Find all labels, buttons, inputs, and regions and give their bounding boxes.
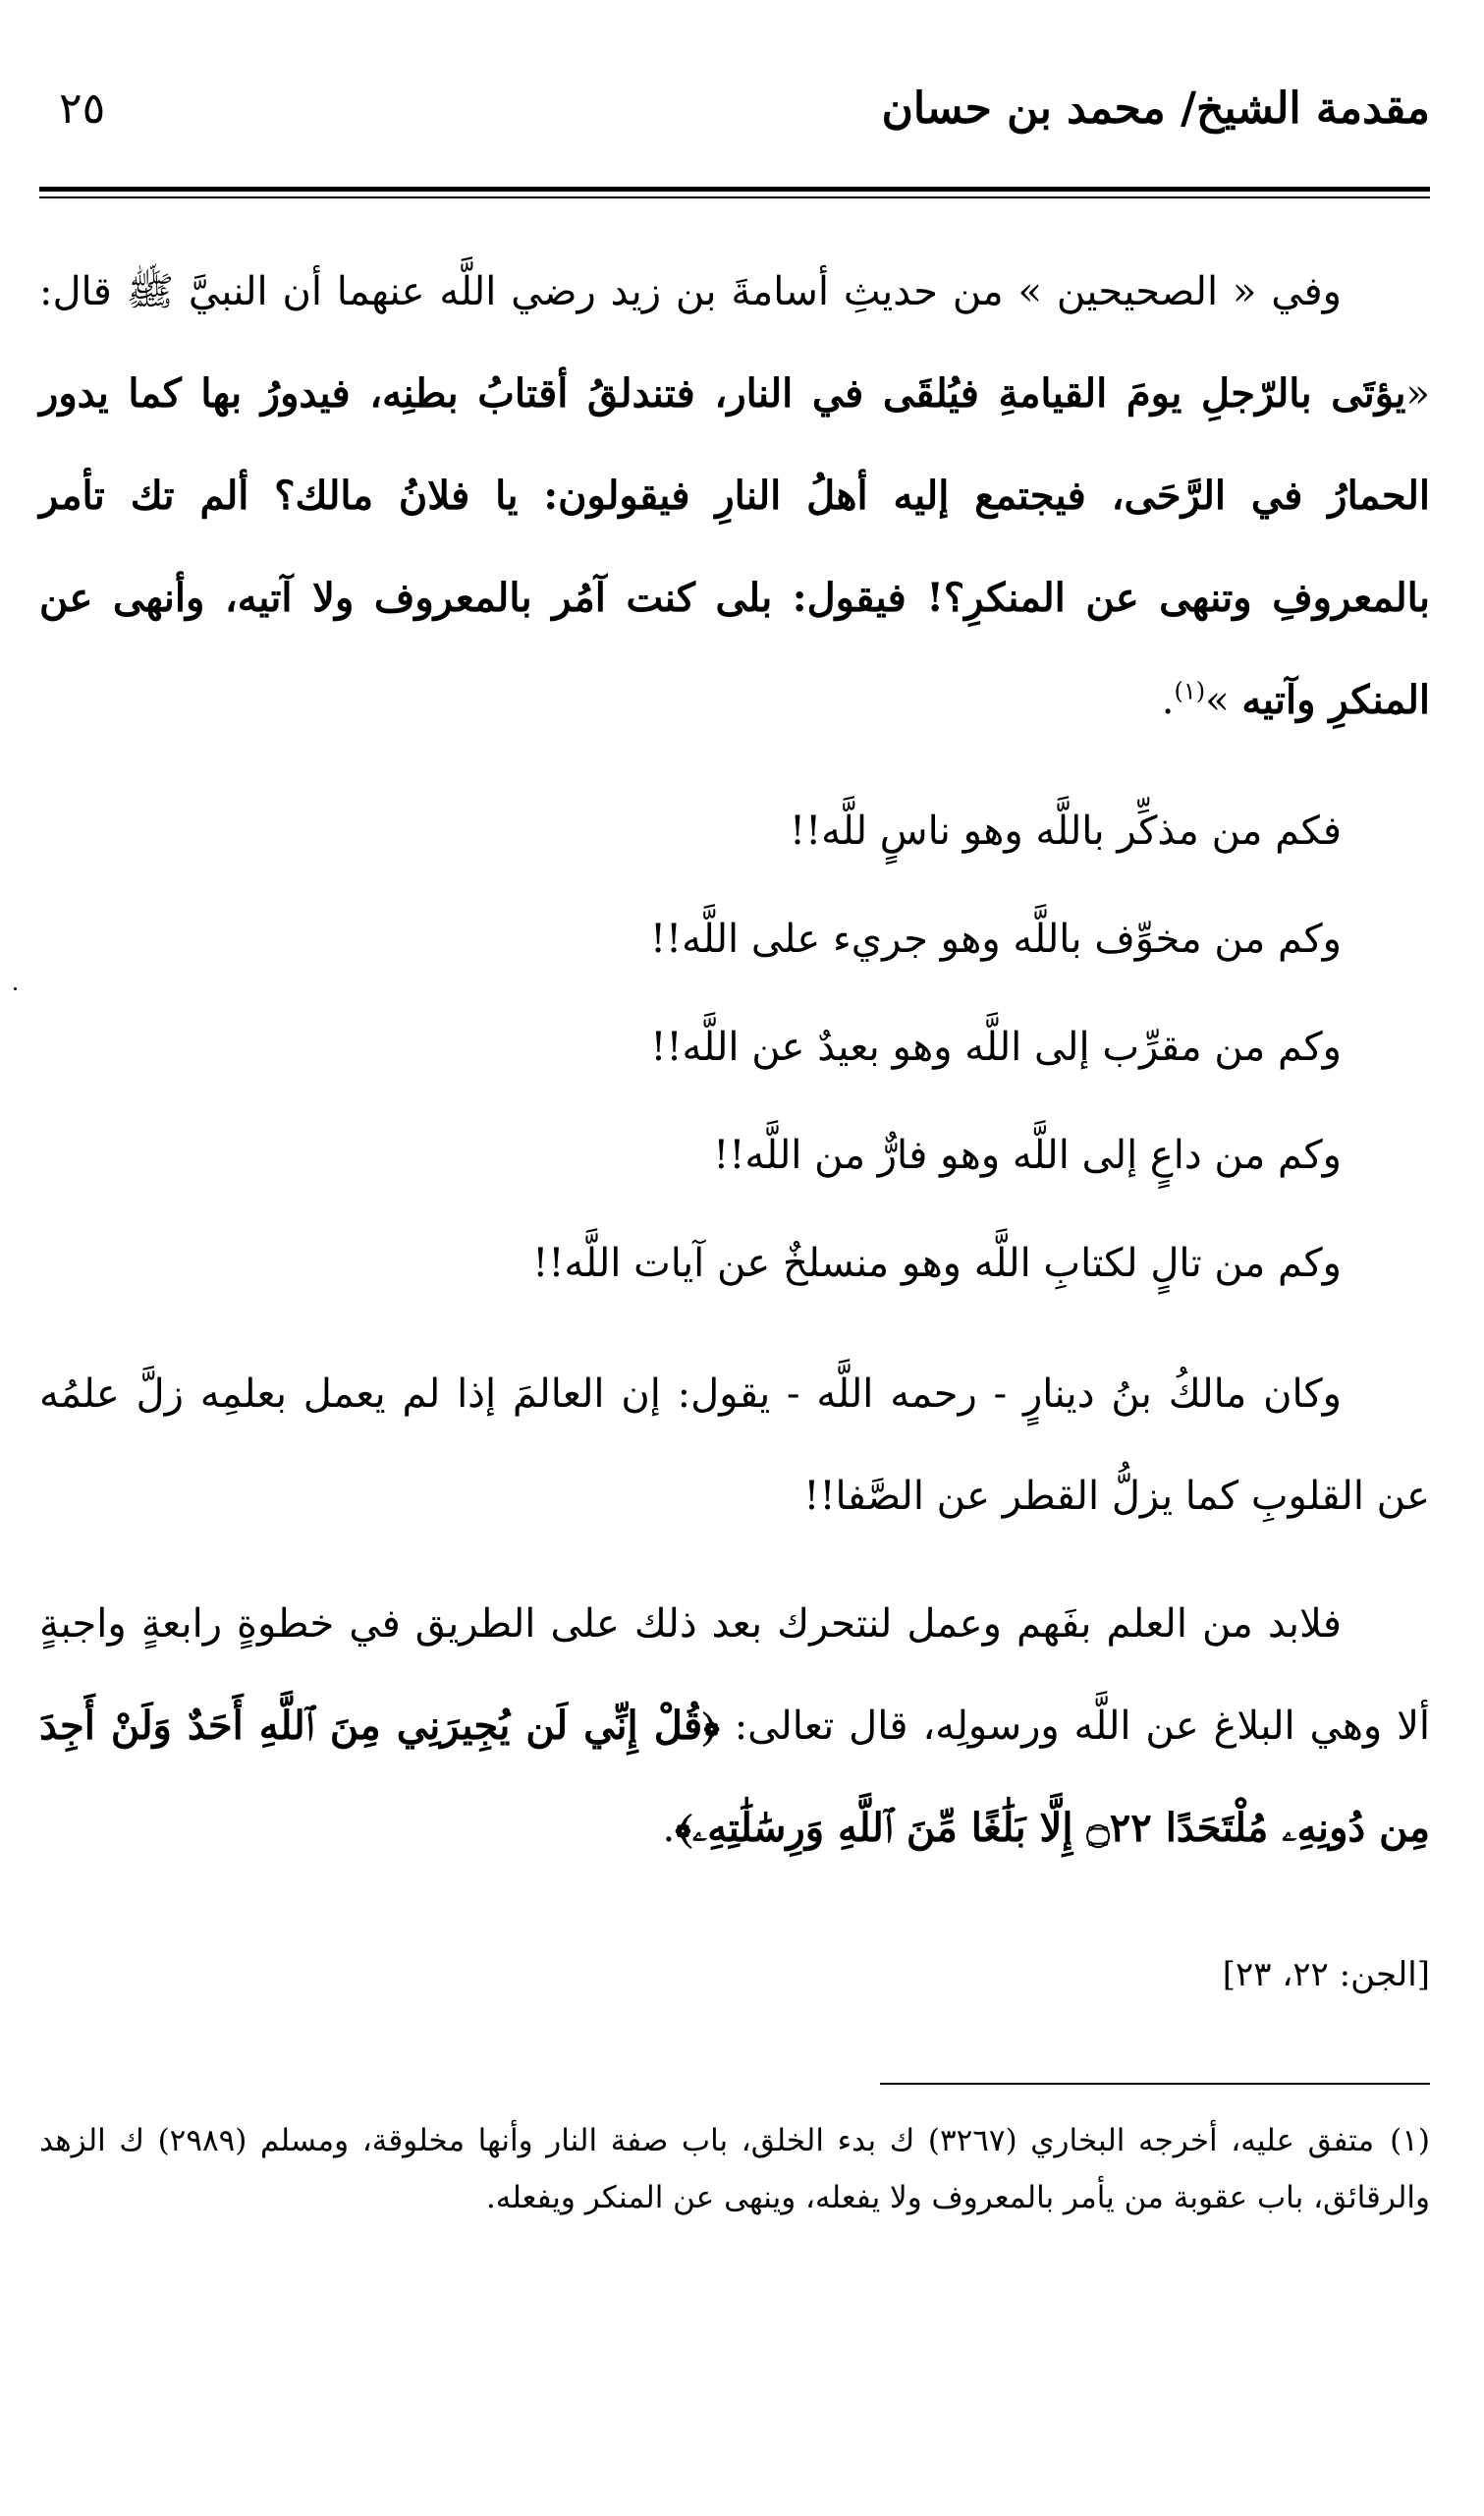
running-title: مقدمة الشيخ/ محمد بن حسان (881, 84, 1430, 134)
hadith-intro: وفي « الصحيحين » من حديثِ أسامةَ بن زيد رضي اللَّه عنهما أن النبيَّ ﷺ قال: « (39, 269, 1430, 417)
closing-intro: فلابد من العلم بفَهم وعمل لنتحرك بعد ذلك على الطريق في خطوةٍ رابعةٍ واجبةٍ ألا وهي البلاغ عن اللَّه ورسولِه، قال تعالى: (39, 1601, 1430, 1749)
quran-verse: ﴿قُلْ إِنِّي لَن يُجِيرَنِي مِنَ ٱللَّهِ أَحَدٌ وَلَنْ أَجِدَ مِن دُونِهِۦ مُلْتَحَدًا ۝٢٢ إِلَّا بَلَٰغًا مِّنَ ٱللَّهِ وَرِسَٰلَٰتِهِۦ﴾ (39, 1703, 1430, 1851)
malik-paragraph: وكان مالكُ بنُ دينارٍ - رحمه اللَّه - يقول: إن العالمَ إذا لم يعمل بعلمِه زلَّ علمُه عن القلوبِ كما يزلُّ القطر عن الصَّفا!! (39, 1371, 1430, 1519)
page-number: ٢٥ (59, 84, 106, 134)
verse-citation: [الجن: ٢٢، ٢٣] (1222, 1955, 1430, 1994)
footnote-marker: (١) (1174, 677, 1206, 705)
exclamation-line: وكم من مخوِّف باللَّه وهو جريء على اللَّه!! (649, 917, 1342, 962)
footnote-number: (١) (1390, 2123, 1431, 2158)
exclamation-line: وكم من مقرِّب إلى اللَّه وهو بعيدٌ عن اللَّه!! (650, 1025, 1342, 1070)
hadith-close: » (1205, 678, 1242, 723)
scan-speck (14, 987, 17, 990)
footnote-rule (880, 2083, 1430, 2085)
exclamation-line: فكم من مذكِّر باللَّه وهو ناسٍ للَّه!! (790, 809, 1342, 854)
closing-end: . (662, 1806, 676, 1851)
closing-paragraph (39, 1573, 1430, 1879)
body-text (39, 241, 1430, 1879)
header-rule-thick (39, 187, 1430, 192)
hadith-paragraph (39, 241, 1430, 752)
footnote-text: متفق عليه، أخرجه البخاري (٣٢٦٧) ك بدء الخلق، باب صفة النار وأنها مخلوقة، ومسلم (٢٩٨٩) ك الزهد والرقائق، باب عقوبة من يأمر بالمعروف ولا يفعله، وينهى عن المنكر ويفعله. (39, 2123, 1430, 2215)
exclamation-line: وكم من تالٍ لكتابِ اللَّه وهو منسلخٌ عن آيات اللَّه!! (532, 1241, 1342, 1286)
exclamation-line: وكم من داعٍ إلى اللَّه وهو فارٌّ من اللَّه!! (713, 1133, 1342, 1178)
footnote (39, 2112, 1430, 2226)
hadith-text: يؤتَى بالرّجلِ يومَ القيامةِ فيُلقَى في النار، فتندلقُ أقتابُ بطنِه، فيدورُ بها كما يدور الحمارُ في الرَّحَى، فيجتمع إليه أهلُ النارِ فيقولون: يا فلانُ مالك؟ ألم تك تأمر بالمعروفِ وتنهى عن المنكرِ؟! فيقول: بلى كنت آمُر بالمعروف ولا آتيه، وأنهى عن المنكرِ وآتيه (39, 370, 1430, 723)
header-rule-thin (39, 196, 1430, 198)
hadith-end: . (1161, 678, 1175, 723)
page-header (39, 74, 1430, 157)
